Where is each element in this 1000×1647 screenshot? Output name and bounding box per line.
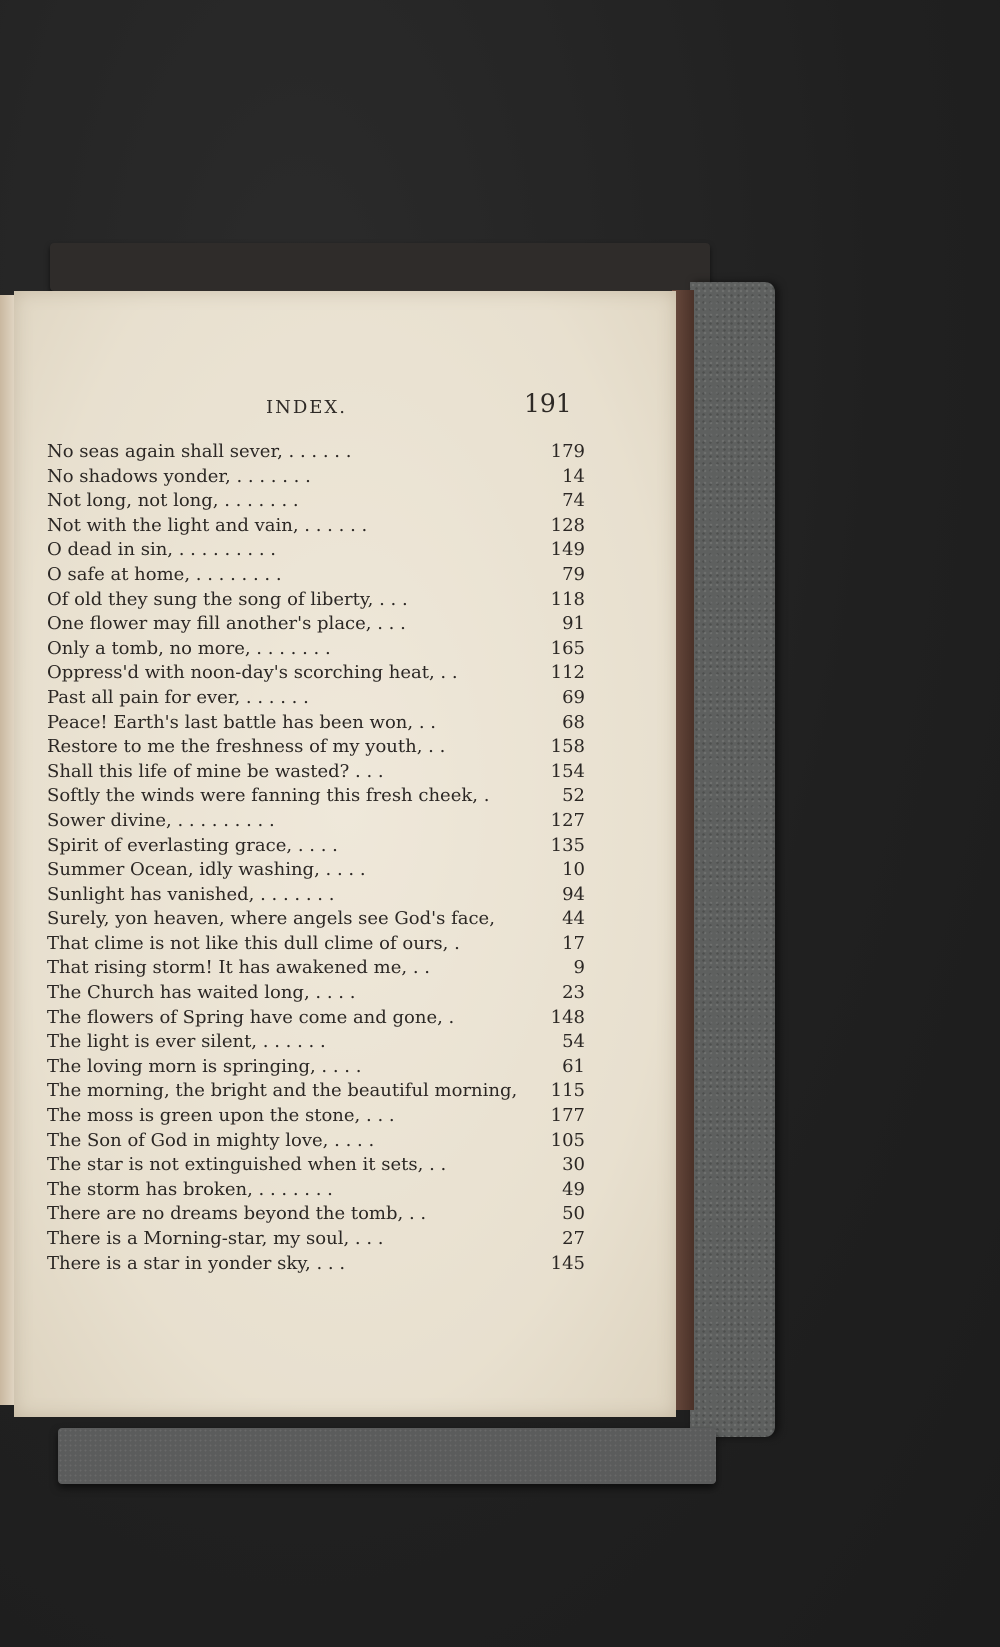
entry-page-number: 91	[562, 613, 585, 635]
entry-title: That rising storm! It has awakened me, . .	[47, 957, 431, 979]
index-entry	[47, 686, 585, 711]
entry-page-number: 49	[562, 1178, 585, 1200]
index-entry	[47, 760, 585, 785]
entry-page-number: 9	[573, 957, 585, 979]
index-entry	[47, 883, 585, 908]
entry-title: Surely, yon heaven, where angels see God's face,	[47, 908, 495, 930]
index-entry	[47, 588, 585, 613]
index-entry	[47, 1252, 585, 1277]
entry-title: Shall this life of mine be wasted? . . .	[47, 760, 384, 782]
index-entry	[47, 538, 585, 563]
index-entry	[47, 735, 585, 760]
index-entry	[47, 637, 585, 662]
entry-page-number: 14	[562, 465, 585, 487]
entry-page-number: 165	[550, 637, 585, 659]
index-entry	[47, 907, 585, 932]
entry-title: Spirit of everlasting grace, . . . .	[47, 834, 338, 856]
index-entry	[47, 834, 585, 859]
entry-page-number: 69	[562, 686, 585, 708]
index-entry	[47, 1006, 585, 1031]
entry-page-number: 118	[550, 588, 585, 610]
entry-title: The star is not extinguished when it sets, . .	[47, 1154, 447, 1176]
running-head	[14, 389, 676, 421]
entry-page-number: 68	[562, 711, 585, 733]
index-entry	[47, 465, 585, 490]
entry-title: Sunlight has vanished, . . . . . . .	[47, 883, 335, 905]
index-list	[47, 440, 585, 1276]
index-entry	[47, 858, 585, 883]
index-entry	[47, 563, 585, 588]
index-entry	[47, 1055, 585, 1080]
entry-title: Of old they sung the song of liberty, . . .	[47, 588, 408, 610]
index-entry	[47, 1030, 585, 1055]
index-entry	[47, 1227, 585, 1252]
index-entry	[47, 1079, 585, 1104]
entry-page-number: 149	[550, 539, 585, 561]
entry-page-number: 154	[550, 760, 585, 782]
entry-title: Sower divine, . . . . . . . . .	[47, 809, 275, 831]
index-entry	[47, 1153, 585, 1178]
entry-page-number: 145	[550, 1252, 585, 1274]
entry-title: Past all pain for ever, . . . . . .	[47, 686, 309, 708]
entry-page-number: 94	[562, 883, 585, 905]
entry-title: One flower may fill another's place, . . .	[47, 613, 406, 635]
index-entry	[47, 1104, 585, 1129]
entry-page-number: 127	[550, 809, 585, 831]
entry-page-number: 135	[550, 834, 585, 856]
index-entry	[47, 1178, 585, 1203]
entry-title: There is a star in yonder sky, . . .	[47, 1252, 346, 1274]
index-entry	[47, 981, 585, 1006]
entry-title: Peace! Earth's last battle has been won, . .	[47, 711, 436, 733]
entry-title: The storm has broken, . . . . . . .	[47, 1178, 333, 1200]
index-entry	[47, 661, 585, 686]
entry-title: The light is ever silent, . . . . . .	[47, 1031, 326, 1053]
index-entry	[47, 440, 585, 465]
entry-page-number: 17	[562, 932, 585, 954]
page-number: 191	[524, 389, 572, 418]
entry-page-number: 50	[562, 1203, 585, 1225]
entry-title: No shadows yonder, . . . . . . .	[47, 465, 311, 487]
entry-page-number: 112	[550, 662, 585, 684]
entry-title: O safe at home, . . . . . . . .	[47, 563, 282, 585]
entry-title: The Church has waited long, . . . .	[47, 982, 356, 1004]
entry-page-number: 54	[562, 1031, 585, 1053]
index-entry	[47, 784, 585, 809]
entry-title: Not with the light and vain, . . . . . .	[47, 514, 368, 536]
entry-title: O dead in sin, . . . . . . . . .	[47, 539, 276, 561]
index-entry	[47, 932, 585, 957]
entry-page-number: 10	[562, 859, 585, 881]
entry-page-number: 105	[550, 1129, 585, 1151]
entry-page-number: 52	[562, 785, 585, 807]
entry-title: Oppress'd with noon-day's scorching heat, . .	[47, 662, 458, 684]
entry-title: That clime is not like this dull clime of ours, .	[47, 932, 460, 954]
book-page	[14, 291, 676, 1417]
entry-title: Not long, not long, . . . . . . .	[47, 490, 299, 512]
index-entry	[47, 711, 585, 736]
book-cover-bottom	[58, 1428, 716, 1484]
entry-title: Restore to me the freshness of my youth, . .	[47, 736, 446, 758]
entry-title: The morning, the bright and the beautiful morning,	[47, 1080, 518, 1102]
entry-title: There are no dreams beyond the tomb, . .	[47, 1203, 427, 1225]
entry-page-number: 177	[550, 1105, 585, 1127]
entry-title: The loving morn is springing, . . . .	[47, 1055, 362, 1077]
entry-page-number: 30	[562, 1154, 585, 1176]
book-spine	[690, 282, 775, 1437]
index-entry	[47, 1202, 585, 1227]
entry-page-number: 61	[562, 1055, 585, 1077]
entry-title: Softly the winds were fanning this fresh cheek, .	[47, 785, 490, 807]
entry-page-number: 74	[562, 490, 585, 512]
entry-title: Summer Ocean, idly washing, . . . .	[47, 859, 366, 881]
index-entry	[47, 514, 585, 539]
page-title: INDEX.	[266, 397, 347, 418]
entry-page-number: 44	[562, 908, 585, 930]
entry-page-number: 158	[550, 736, 585, 758]
entry-title: No seas again shall sever, . . . . . .	[47, 441, 352, 462]
entry-page-number: 23	[562, 982, 585, 1004]
entry-page-number: 179	[550, 441, 585, 462]
entry-title: The Son of God in mighty love, . . . .	[47, 1129, 375, 1151]
index-entry	[47, 489, 585, 514]
index-entry	[47, 809, 585, 834]
index-entry	[47, 956, 585, 981]
book-cover-top	[50, 243, 710, 291]
entry-page-number: 128	[550, 514, 585, 536]
entry-title: Only a tomb, no more, . . . . . . .	[47, 637, 331, 659]
entry-page-number: 115	[550, 1080, 585, 1102]
entry-title: The flowers of Spring have come and gone, .	[47, 1006, 455, 1028]
index-entry	[47, 612, 585, 637]
entry-title: The moss is green upon the stone, . . .	[47, 1105, 395, 1127]
entry-title: There is a Morning-star, my soul, . . .	[47, 1228, 384, 1249]
entry-page-number: 79	[562, 563, 585, 585]
entry-page-number: 148	[550, 1006, 585, 1028]
index-entry	[47, 1129, 585, 1154]
entry-page-number: 27	[562, 1228, 585, 1249]
